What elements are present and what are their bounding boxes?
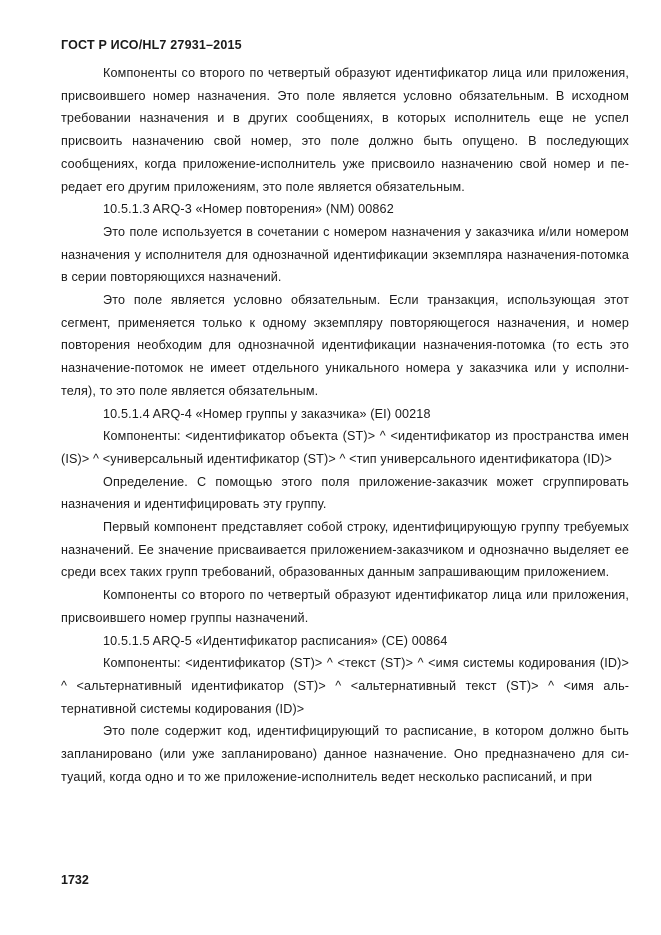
page-number: 1732 xyxy=(61,873,89,887)
paragraph: Компоненты со второго по четвертый образуют идентификатор лица или приложения, присвоившего номер назначения. Это поле является условно обязательным. В исходном требовании назначения и в других сообщениях, в которых исполнитель еще не успел присвоить назначению свой номер, это поле должно быть опущено. В последующих сообщениях, когда приложение-исполнитель уже присвоило назначению свой номер и передает его другим приложениям, это поле является обязательным. xyxy=(61,66,629,194)
paragraph: Определение. С помощью этого поля приложение-заказчик может сгруппировать назначения и идентифицировать эту группу. xyxy=(61,474,629,512)
paragraph: Компоненты со второго по четвертый образуют идентификатор лица или приложения, присвоившего номер группы назначений. xyxy=(61,588,629,625)
paragraph: Это поле содержит код, идентифицирующий то расписание, в котором должно быть запланировано (или уже запланировано) данное назначение. Оно предназначено для ситуаций, когда одно и то же приложение-исполнитель ведет несколько расписаний, и при xyxy=(61,724,629,784)
paragraph: Компоненты: <идентификатор (ST)> ^ <текст (ST)> ^ <имя системы кодирования (ID)> ^ <альтернативный идентификатор (ST)> ^ <альтернативный текст (ST)> ^ <имя альтернативной системы кодирования (ID)> xyxy=(61,656,629,716)
paragraph: Компоненты: <идентификатор объекта (ST)> ^ <идентификатор из пространства имен (IS)> ^ <универсальный идентификатор (ST)> ^ <тип универсального идентификатора (ID)> xyxy=(61,429,629,466)
paragraph: Это поле является условно обязательным. Если транзакция, использующая этот сегмент, применяется только к одному экземпляру повторяющегося назначения, и номер повторения необходим для однозначной идентификации назначения-потомка (то есть это назначение-потомок не имеет отдельного уникального номера у заказчика или у исполнителя), то это поле является обязательным. xyxy=(61,293,629,398)
page-header-standard: ГОСТ Р ИСО/HL7 27931–2015 xyxy=(61,38,242,52)
document-body xyxy=(61,62,629,789)
section-heading: 10.5.1.3 ARQ-3 «Номер повторения» (NM) 00862 xyxy=(103,202,394,217)
section-heading: 10.5.1.4 ARQ-4 «Номер группы у заказчика» (EI) 00218 xyxy=(103,406,431,421)
paragraph: Первый компонент представляет собой строку, идентифицирующую группу требуемых назначений. Ее значение присваивается приложением-заказчиком и однозначно выделяет ее среди всех таких групп требований, образованных данным запрашивающим приложением. xyxy=(61,520,629,580)
paragraph: Это поле используется в сочетании с номером назначения у заказчика и/или номером назначения у исполнителя для однозначной идентификации экземпляра назначения-потомка в серии повторяющихся назначений. xyxy=(61,224,629,285)
section-heading: 10.5.1.5 ARQ-5 «Идентификатор расписания» (CE) 00864 xyxy=(103,633,448,648)
